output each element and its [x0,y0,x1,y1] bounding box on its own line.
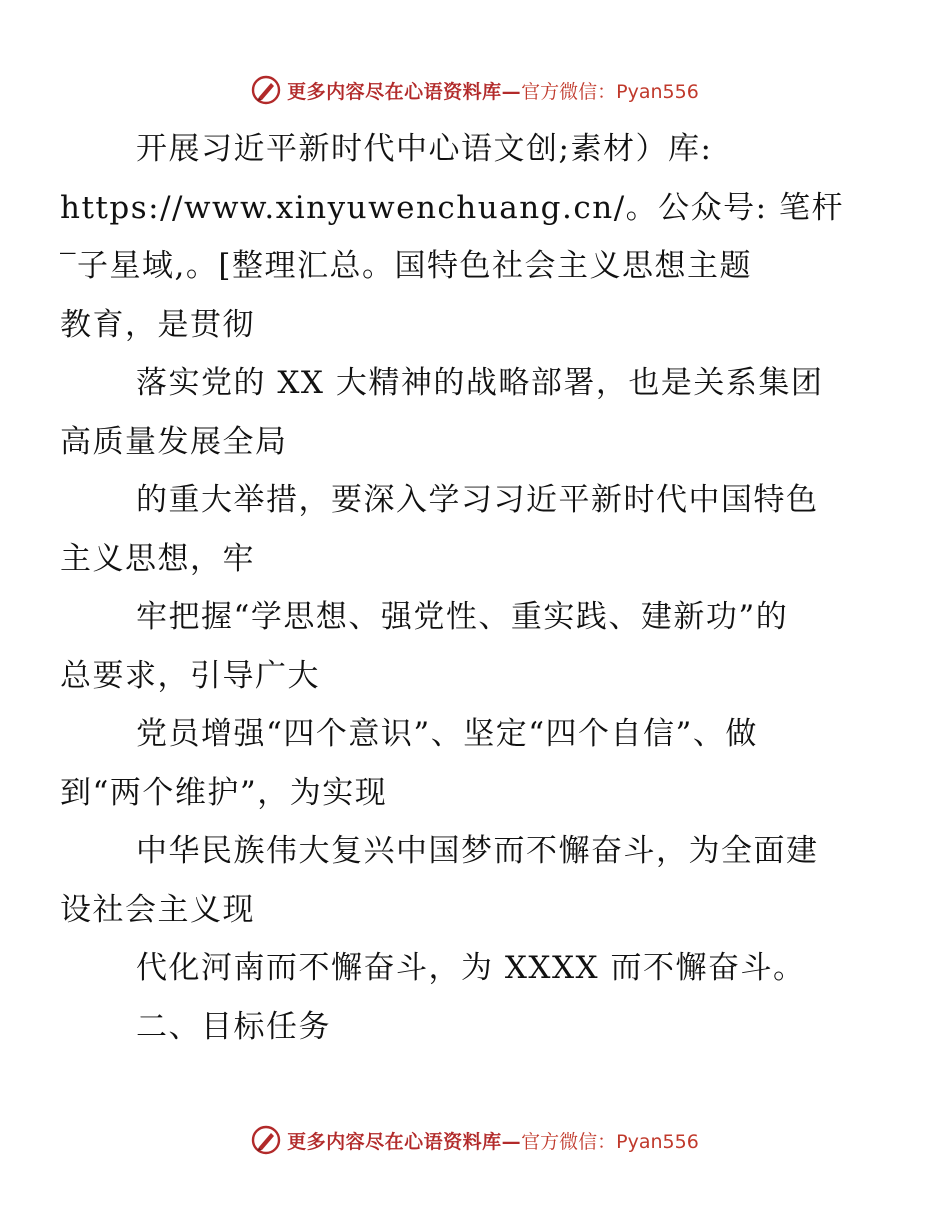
paragraph [60,588,853,705]
text-line: 设社会主义现 [60,891,255,928]
watermark-text: 更多内容尽在心语资料库— [287,80,522,103]
section-heading [98,998,853,1057]
text-line: 二、目标任务 [136,1008,331,1045]
footer-watermark [0,1120,950,1160]
watermark-wechat: 官方微信：Pyan556 [521,1130,699,1153]
watermark-wechat: 官方微信：Pyan556 [521,80,699,103]
text-line: 牢把握“学思想、强党性、重实践、建新功”的 [136,599,789,635]
paragraph [60,822,853,939]
header-watermark [0,70,950,110]
text-line: 代化河南而不懈奋斗，为 XXXX 而不懈奋斗。 [136,950,806,986]
watermark-text: 更多内容尽在心语资料库— [287,1130,522,1153]
text-line: 落实党的 XX 大精神的战略部署，也是关系集团 [136,365,824,401]
paragraph [60,471,853,588]
text-line: 总要求，引导广大 [60,657,320,694]
text-line: 高质量发展全局 [60,423,288,460]
pen-logo-icon [251,75,281,105]
paragraph [60,705,853,822]
text-line: 的重大举措，要深入学习习近平新时代中国特色 [136,482,819,518]
text-line: ‾子星域,。[整理汇总。国特色社会主义思想主题 [60,248,752,284]
paragraph [60,120,853,354]
text-line: 党员增强“四个意识”、坚定“四个自信”、做 [136,716,758,752]
text-line: 中华民族伟大复兴中国梦而不懈奋斗，为全面建 [136,833,819,869]
text-line: 主义思想，牢 [60,540,255,577]
text-line: 开展习近平新时代中心语文创;素材）库: [136,131,713,167]
paragraph [60,354,853,471]
text-line: https://www.xinyuwenchuang.cn/。公众号: 笔杆 [60,189,844,226]
text-line: 到“两个维护”，为实现 [60,774,388,811]
paragraph [98,939,853,998]
pen-logo-icon [251,1125,281,1155]
text-line: 教育，是贯彻 [60,306,255,343]
document-body [60,120,853,1056]
